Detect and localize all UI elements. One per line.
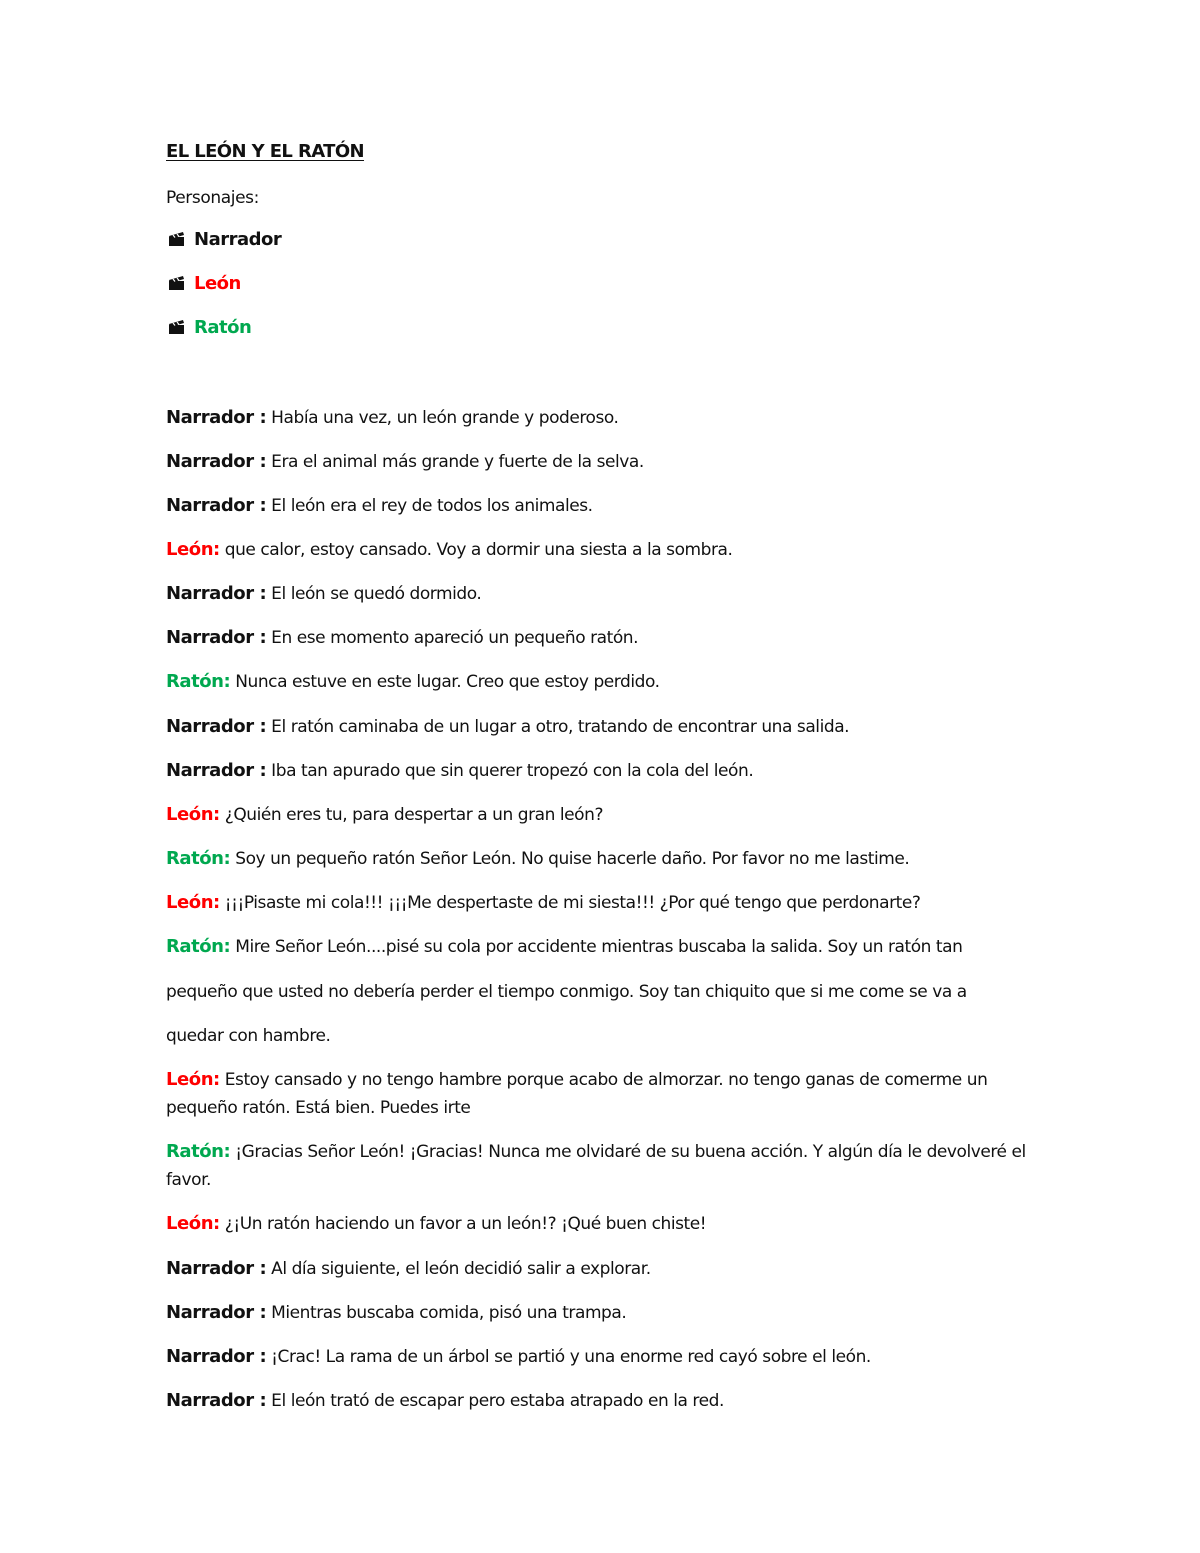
speaker-label: León: [166, 1213, 220, 1234]
line-text: ¿Quién eres tu, para despertar a un gran león? [219, 805, 604, 825]
document-title: EL LEÓN Y EL RATÓN [166, 141, 365, 162]
line-text: quedar con hambre. [166, 1026, 331, 1046]
speaker-label: Ratón: [166, 936, 231, 957]
dialogue-line [166, 1387, 724, 1415]
line-text: Mientras buscaba comida, pisó una trampa. [266, 1303, 627, 1323]
clapperboard-icon [168, 231, 186, 247]
line-text: En ese momento apareció un pequeño ratón. [266, 628, 639, 648]
speaker-label: Narrador : [166, 1302, 267, 1323]
clapperboard-icon [168, 275, 186, 291]
speaker-label: León: [166, 804, 220, 825]
line-text: que calor, estoy cansado. Voy a dormir una siesta a la sombra. [219, 540, 733, 560]
cast-name: León [194, 273, 241, 294]
line-text: El ratón caminaba de un lugar a otro, tratando de encontrar una salida. [266, 717, 850, 737]
dialogue-line [166, 889, 920, 917]
dialogue-line [166, 1138, 1036, 1194]
line-text: Al día siguiente, el león decidió salir a explorar. [266, 1259, 651, 1279]
cast-item-narrador [168, 229, 281, 250]
speaker-label: Ratón: [166, 1141, 231, 1162]
speaker-label: León: [166, 1069, 220, 1090]
speaker-label: Narrador : [166, 760, 267, 781]
line-text: Iba tan apurado que sin querer tropezó con la cola del león. [266, 761, 754, 781]
dialogue-line [166, 1343, 871, 1371]
speaker-label: Narrador : [166, 495, 267, 516]
speaker-label: Ratón: [166, 848, 231, 869]
dialogue-line [166, 1022, 330, 1050]
dialogue-line [166, 404, 619, 432]
dialogue-line [166, 492, 593, 520]
speaker-label: Narrador : [166, 1258, 267, 1279]
line-text: Soy un pequeño ratón Señor León. No quise hacerle daño. Por favor no me lastime. [230, 849, 910, 869]
speaker-label: Narrador : [166, 1346, 267, 1367]
dialogue-line [166, 448, 644, 476]
speaker-label: León: [166, 892, 220, 913]
line-text: ¿¡Un ratón haciendo un favor a un león!? ¡Qué buen chiste! [219, 1214, 707, 1234]
line-text: El león trató de escapar pero estaba atrapado en la red. [266, 1391, 724, 1411]
line-text: ¡Crac! La rama de un árbol se partió y una enorme red cayó sobre el león. [266, 1347, 871, 1367]
dialogue-line [166, 1210, 706, 1238]
line-text: Estoy cansado y no tengo hambre porque acabo de almorzar. no tengo ganas de comerme un pequeño ratón. Está bien. Puedes irte [166, 1070, 988, 1118]
dialogue-line [166, 845, 909, 873]
dialogue-line [166, 757, 753, 785]
cast-name: Narrador [194, 229, 282, 250]
line-text: El león era el rey de todos los animales. [266, 496, 593, 516]
speaker-label: León: [166, 539, 220, 560]
speaker-label: Narrador : [166, 627, 267, 648]
line-text: pequeño que usted no debería perder el tiempo conmigo. Soy tan chiquito que si me come se va a [166, 982, 967, 1002]
line-text: Nunca estuve en este lugar. Creo que estoy perdido. [230, 672, 660, 692]
speaker-label: Narrador : [166, 1390, 267, 1411]
speaker-label: Narrador : [166, 716, 267, 737]
cast-item-leon [168, 273, 241, 294]
cast-name: Ratón [194, 317, 252, 338]
speaker-label: Narrador : [166, 583, 267, 604]
dialogue-line [166, 1066, 1036, 1122]
dialogue-line [166, 978, 967, 1006]
line-text: ¡Gracias Señor León! ¡Gracias! Nunca me olvidaré de su buena acción. Y algún día le devolveré el favor. [166, 1142, 1026, 1190]
dialogue-line [166, 624, 638, 652]
dialogue-line [166, 536, 732, 564]
dialogue-line [166, 1255, 651, 1283]
speaker-label: Ratón: [166, 671, 231, 692]
dialogue-line [166, 713, 849, 741]
dialogue-line [166, 933, 962, 961]
line-text: Había una vez, un león grande y poderoso. [266, 408, 619, 428]
dialogue-line [166, 1299, 626, 1327]
line-text: Mire Señor León....pisé su cola por accidente mientras buscaba la salida. Soy un ratón tan [230, 937, 963, 957]
line-text: Era el animal más grande y fuerte de la selva. [266, 452, 644, 472]
speaker-label: Narrador : [166, 407, 267, 428]
dialogue-line [166, 580, 481, 608]
cast-item-raton [168, 317, 251, 338]
line-text: ¡¡¡Pisaste mi cola!!! ¡¡¡Me despertaste de mi siesta!!! ¿Por qué tengo que perdonarte? [219, 893, 921, 913]
clapperboard-icon [168, 319, 186, 335]
line-text: El león se quedó dormido. [266, 584, 482, 604]
dialogue-line [166, 668, 660, 696]
characters-label: Personajes: [166, 188, 259, 208]
dialogue-line [166, 801, 603, 829]
speaker-label: Narrador : [166, 451, 267, 472]
